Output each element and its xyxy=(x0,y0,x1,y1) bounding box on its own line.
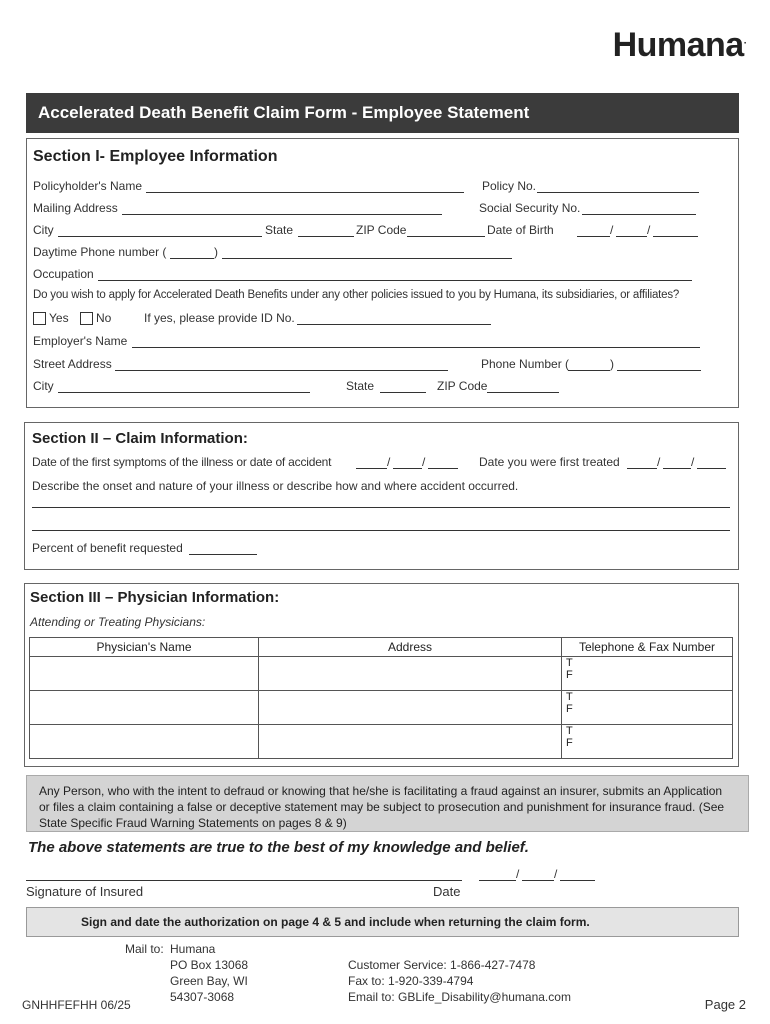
sign-date-year-field[interactable] xyxy=(560,880,595,881)
mail-line: 54307-3068 xyxy=(170,990,235,1004)
section2-title: Section II – Claim Information: xyxy=(32,430,248,447)
treated-year-field[interactable] xyxy=(697,468,726,469)
mail-line: Humana xyxy=(170,942,216,956)
state-label: State xyxy=(265,223,294,237)
physician-phone-cell[interactable] xyxy=(562,725,733,759)
sign-instruction-bar: Sign and date the authorization on page 4 & 5 and include when returning the claim form. xyxy=(26,907,739,937)
telephone-prefix: T xyxy=(566,691,573,703)
policy-no-field[interactable] xyxy=(537,192,699,193)
physician-name-cell[interactable] xyxy=(30,725,259,759)
employer-zip-field[interactable] xyxy=(487,392,559,393)
telephone-prefix: T xyxy=(566,657,573,669)
physician-name-cell[interactable] xyxy=(30,691,259,725)
section3-subtitle: Attending or Treating Physicians: xyxy=(30,615,206,629)
date-slash: / xyxy=(516,867,520,881)
employer-name-label: Employer's Name xyxy=(33,334,128,348)
treated-month-field[interactable] xyxy=(627,468,657,469)
mail-address xyxy=(170,941,248,1005)
percent-field[interactable] xyxy=(189,554,257,555)
zip-label: ZIP Code xyxy=(356,223,407,237)
employer-phone-field[interactable] xyxy=(617,370,701,371)
col-address: Address xyxy=(259,638,562,657)
fax-prefix: F xyxy=(566,669,573,681)
policy-no-label: Policy No. xyxy=(482,179,537,193)
describe-line-2[interactable] xyxy=(32,530,730,531)
treated-day-field[interactable] xyxy=(663,468,691,469)
daytime-phone-close: ) xyxy=(214,245,218,259)
dob-year-field[interactable] xyxy=(653,236,698,237)
policyholder-name-label: Policyholder's Name xyxy=(33,179,143,193)
describe-line-1[interactable] xyxy=(32,507,730,508)
mail-line: PO Box 13068 xyxy=(170,958,249,972)
physician-phone-cell[interactable] xyxy=(562,691,733,725)
physician-name-cell[interactable] xyxy=(30,657,259,691)
dob-day-field[interactable] xyxy=(616,236,647,237)
date-slash: / xyxy=(387,455,391,469)
signature-label: Signature of Insured xyxy=(26,884,144,899)
employer-city-field[interactable] xyxy=(58,392,310,393)
occupation-label: Occupation xyxy=(33,267,94,281)
mailing-address-label: Mailing Address xyxy=(33,201,118,215)
dob-label: Date of Birth xyxy=(487,223,554,237)
fax-text: Fax to: 1-920-339-4794 xyxy=(348,974,474,988)
employer-zip-label: ZIP Code xyxy=(437,379,488,393)
physician-address-cell[interactable] xyxy=(259,725,562,759)
employer-name-field[interactable] xyxy=(132,347,700,348)
employer-city-label: City xyxy=(33,379,54,393)
physician-table xyxy=(29,637,733,759)
physician-address-cell[interactable] xyxy=(259,657,562,691)
date-slash: / xyxy=(657,455,661,469)
col-physician-name: Physician's Name xyxy=(30,638,259,657)
first-symptoms-label: Date of the first symptoms of the illness or date of accident xyxy=(32,455,332,469)
employer-phone-area-field[interactable] xyxy=(568,370,610,371)
employer-state-label: State xyxy=(346,379,375,393)
email-text: Email to: GBLife_Disability@humana.com xyxy=(348,990,571,1004)
section1-title: Section I- Employee Information xyxy=(33,148,278,165)
form-code: GNHHFEFHH 06/25 xyxy=(22,998,131,1012)
form-title-banner: Accelerated Death Benefit Claim Form - Employee Statement xyxy=(26,93,739,133)
date-slash: / xyxy=(554,867,558,881)
date-slash: / xyxy=(422,455,426,469)
humana-logo: Humana. xyxy=(612,26,746,64)
contact-info xyxy=(348,957,571,1005)
yes-label: Yes xyxy=(49,311,69,325)
mail-line: Green Bay, WI xyxy=(170,974,248,988)
employer-phone-label: Phone Number ( xyxy=(481,357,570,371)
street-address-label: Street Address xyxy=(33,357,112,371)
daytime-phone-label: Daytime Phone number ( xyxy=(33,245,167,259)
describe-label: Describe the onset and nature of your illness or describe how and where accident occurred. xyxy=(32,479,519,493)
signature-field[interactable] xyxy=(26,880,462,881)
zip-field[interactable] xyxy=(407,236,485,237)
symptoms-year-field[interactable] xyxy=(428,468,458,469)
telephone-prefix: T xyxy=(566,725,573,737)
fax-prefix: F xyxy=(566,703,573,715)
date-slash: / xyxy=(691,455,695,469)
first-treated-label: Date you were first treated xyxy=(479,455,620,469)
occupation-field[interactable] xyxy=(98,280,692,281)
employer-state-field[interactable] xyxy=(380,392,426,393)
fraud-warning: Any Person, who with the intent to defraud or knowing that he/she is facilitating a fraud against an insurer, submits an Application or files a claim containing a false or deceptive statement may be subject to prosecution and punishment for insurance fraud. (See State Specific Fraud Warning Statements on pages 8 & 9) xyxy=(26,775,749,832)
yes-checkbox[interactable] xyxy=(33,312,46,325)
yes-option[interactable] xyxy=(33,311,69,325)
city-label: City xyxy=(33,223,54,237)
employer-phone-close: ) xyxy=(610,357,614,371)
sign-date-day-field[interactable] xyxy=(522,880,554,881)
sign-date-month-field[interactable] xyxy=(479,880,516,881)
dob-slash: / xyxy=(647,223,651,237)
date-label: Date xyxy=(433,884,461,899)
no-option[interactable] xyxy=(80,311,111,325)
no-checkbox[interactable] xyxy=(80,312,93,325)
section3-title: Section III – Physician Information: xyxy=(30,589,280,606)
ssn-label: Social Security No. xyxy=(479,201,581,215)
street-address-field[interactable] xyxy=(115,370,448,371)
ssn-field[interactable] xyxy=(582,214,696,215)
page-number: Page 2 xyxy=(704,997,746,1012)
dob-slash: / xyxy=(610,223,614,237)
certification-statement: The above statements are true to the best of my knowledge and belief. xyxy=(28,839,529,856)
customer-service-text: Customer Service: 1-866-427-7478 xyxy=(348,958,536,972)
policyholder-name-field[interactable] xyxy=(146,192,464,193)
symptoms-day-field[interactable] xyxy=(393,468,422,469)
daytime-phone-field[interactable] xyxy=(222,258,512,259)
if-yes-label: If yes, please provide ID No. xyxy=(144,311,295,325)
mail-to-label: Mail to: xyxy=(125,942,164,956)
id-no-field[interactable] xyxy=(297,324,491,325)
symptoms-month-field[interactable] xyxy=(356,468,387,469)
other-policies-question: Do you wish to apply for Accelerated Death Benefits under any other policies issued to you by Humana, its subsidiaries, or affiliates? xyxy=(33,289,680,301)
percent-label: Percent of benefit requested xyxy=(32,541,183,555)
dob-month-field[interactable] xyxy=(577,236,610,237)
state-field[interactable] xyxy=(298,236,354,237)
daytime-phone-area-field[interactable] xyxy=(170,258,214,259)
mailing-address-field[interactable] xyxy=(122,214,442,215)
no-label: No xyxy=(96,311,112,325)
fax-prefix: F xyxy=(566,737,573,749)
city-field[interactable] xyxy=(58,236,262,237)
col-telephone-fax: Telephone & Fax Number xyxy=(562,638,733,657)
physician-phone-cell[interactable] xyxy=(562,657,733,691)
physician-address-cell[interactable] xyxy=(259,691,562,725)
